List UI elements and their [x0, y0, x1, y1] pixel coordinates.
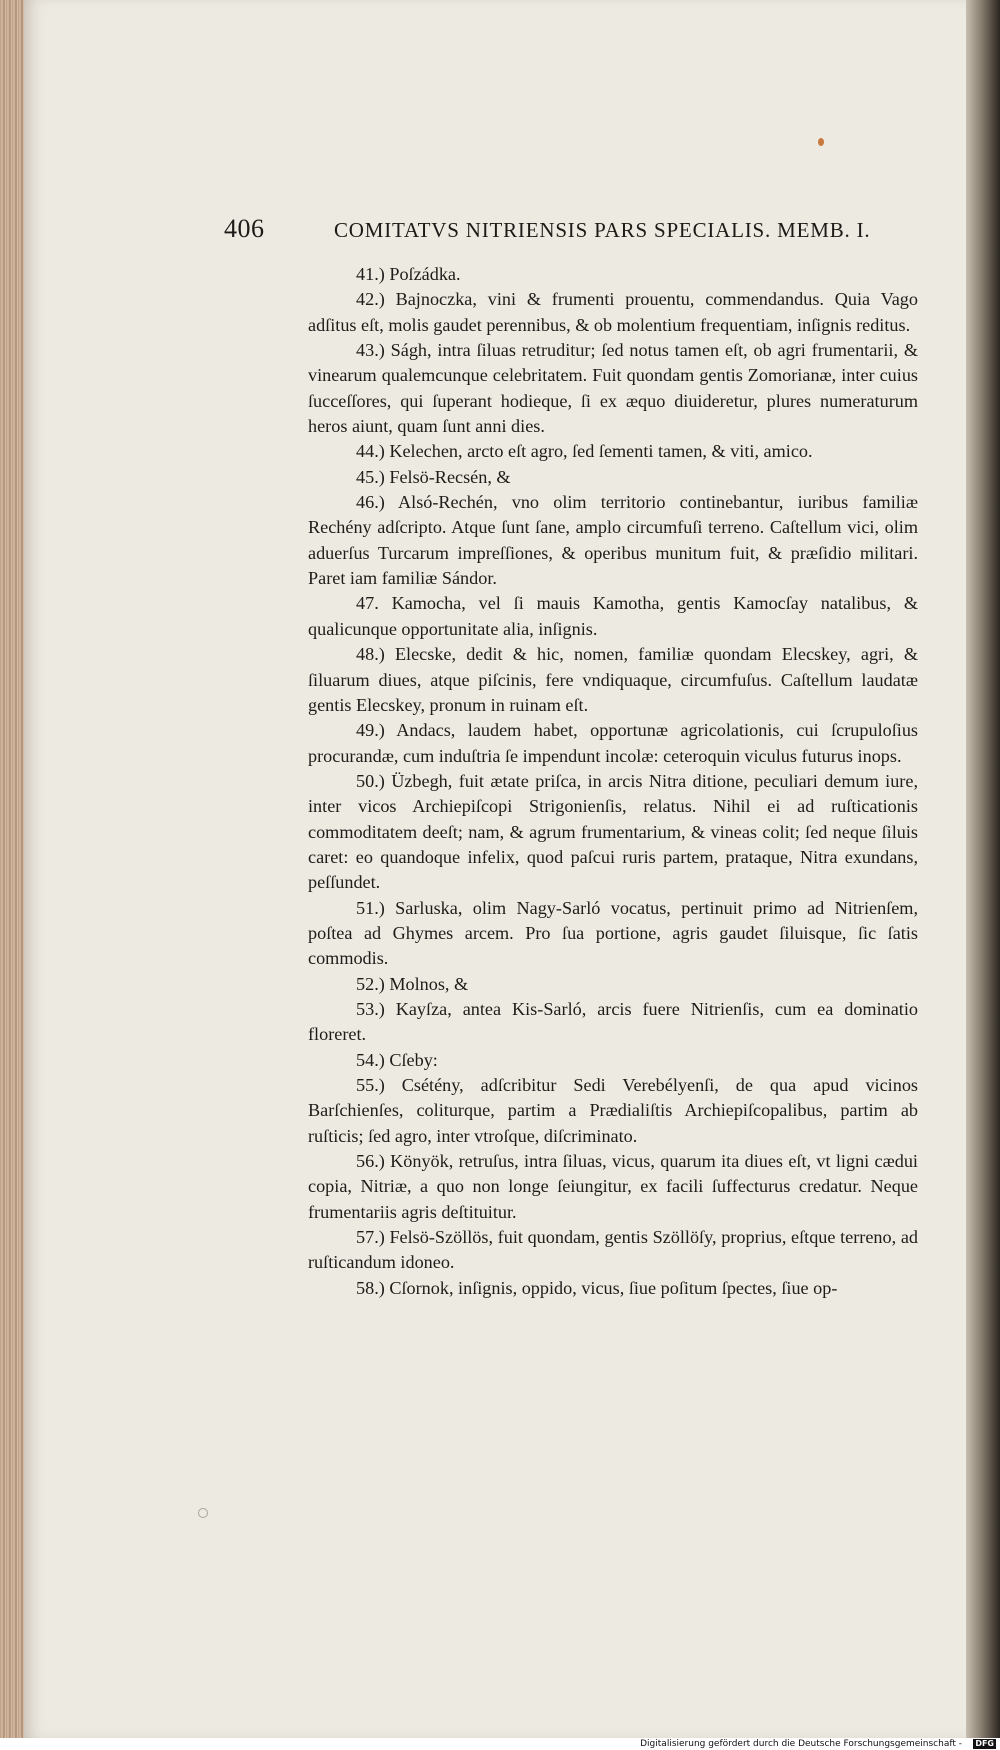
- paragraph-42: 42.) Bajnoczka, vini & frumenti prouentu, commendandus. Quia Vago adſitus eſt, molis gaudet perennibus, & ob molentium frequentiam, inſignis reditus.: [308, 289, 918, 335]
- paragraph-51: 51.) Sarluska, olim Nagy-Sarló vocatus, pertinuit primo ad Nitrienſem, poſtea ad Ghymes arcem. Pro ſua portione, agris gaudet ſiluisque, ſic ſatis commodis.: [308, 897, 918, 969]
- paragraph-53: 53.) Kayſza, antea Kis-Sarló, arcis fuere Nitrienſis, cum ea dominatio floreret.: [308, 998, 918, 1045]
- paragraph-41: 41.) Poſzádka.: [356, 264, 461, 284]
- paragraph-58: 58.) Cſornok, inſignis, oppido, vicus, ſiue poſitum ſpectes, ſiue op-: [356, 1277, 838, 1298]
- paper-stain: [818, 138, 824, 146]
- book-page-edges: [0, 0, 26, 1738]
- running-header: [224, 214, 884, 248]
- paragraph-48: 48.) Elecske, dedit & hic, nomen, familiæ quondam Elecskey, agri, & ſiluarum diues, atque piſcinis, fere vndiquaque, circumfuſus. Caſtellum laudatæ gentis Elecskey, pronum in ruinam eſt.: [308, 644, 918, 715]
- body-text: [308, 262, 918, 1301]
- paragraph-46: 46.) Alsó-Rechén, vno olim territorio continebantur, iuribus familiæ Rechény adſcripto. Atque ſunt ſane, amplo circumfuſi terreno. Caſtellum vici, olim aduerſus Turcarum impreſſiones, & operibus munitum fuit, & præſidio militari. Paret iam familiæ Sándor.: [308, 492, 918, 589]
- page-gutter-shadow: [966, 0, 1000, 1738]
- paragraph-57: 57.) Felsö-Szöllös, fuit quondam, gentis Szöllöſy, proprius, eſtque terreno, ad ruſticandum idoneo.: [308, 1227, 918, 1273]
- paragraph-44: 44.) Kelechen, arcto eſt agro, ſed ſementi tamen, & viti, amico.: [356, 441, 813, 462]
- dfg-logo: DFG: [975, 1739, 994, 1748]
- paragraph-50: 50.) Üzbegh, fuit ætate priſca, in arcis Nitra ditione, peculiari demum iure, inter vicos Archiepiſcopi Strigonienſis, relatus. Nihil ei ad ruſticationis commoditatem deeſt; nam, & agrum frumentarium, & vineas colit; ſed neque ſiluis caret: eo quandoque infelix, quod paſcui ruris partem, prataque, Nitra exundans, peſſundet.: [308, 770, 918, 893]
- paragraph-43: 43.) Ságh, intra ſiluas retruditur; ſed notus tamen eſt, ob agri frumentarii, & vinearum qualemcunque celebritatem. Fuit quondam gentis Zomorianæ, inter cuius ſucceſſores, qui ſuperant hodieque, ſi ex æquo diuideretur, plures numeraturum heros aiunt, quam ſunt anni dies.: [308, 340, 918, 437]
- page-number: 406: [224, 214, 265, 243]
- paper-hole: [198, 1508, 208, 1518]
- paragraph-52: 52.) Molnos, &: [356, 973, 469, 994]
- funding-credit: Digitalisierung gefördert durch die Deutsche Forschungsgemeinschaft -: [640, 1739, 962, 1749]
- paragraph-54: 54.) Cſeby:: [356, 1049, 438, 1070]
- paragraph-47: 47. Kamocha, vel ſi mauis Kamotha, gentis Kamocſay natalibus, & qualicunque opportunitate alia, inſignis.: [308, 593, 918, 639]
- paragraph-56: 56.) Könyök, retruſus, intra ſiluas, vicus, quarum ita diues eſt, vt ligni cædui copia, Nitriæ, a quo non longe ſeiungitur, ex facili ſuffecturus credatur. Neque frumentariis agris deſtituitur.: [308, 1151, 918, 1222]
- digitization-footer: [0, 1738, 1000, 1750]
- paragraph-45: 45.) Felsö-Recsén, &: [356, 466, 511, 487]
- paragraph-55: 55.) Csétény, adſcribitur Sedi Verebélyenſi, de qua apud vicinos Barſchienſes, coliturque, partim a Prædialiſtis Archiepiſcopalibus, partim ab ruſticis; ſed agro, inter vtroſque, diſcriminato.: [308, 1075, 918, 1146]
- paragraph-49: 49.) Andacs, laudem habet, opportunæ agricolationis, cui ſcrupuloſius procurandæ, cum induſtria ſe impendunt incolæ: ceteroquin viculus futurus inops.: [308, 720, 918, 766]
- running-title: COMITATVS NITRIENSIS PARS SPECIALIS. MEMB. I.: [334, 218, 871, 242]
